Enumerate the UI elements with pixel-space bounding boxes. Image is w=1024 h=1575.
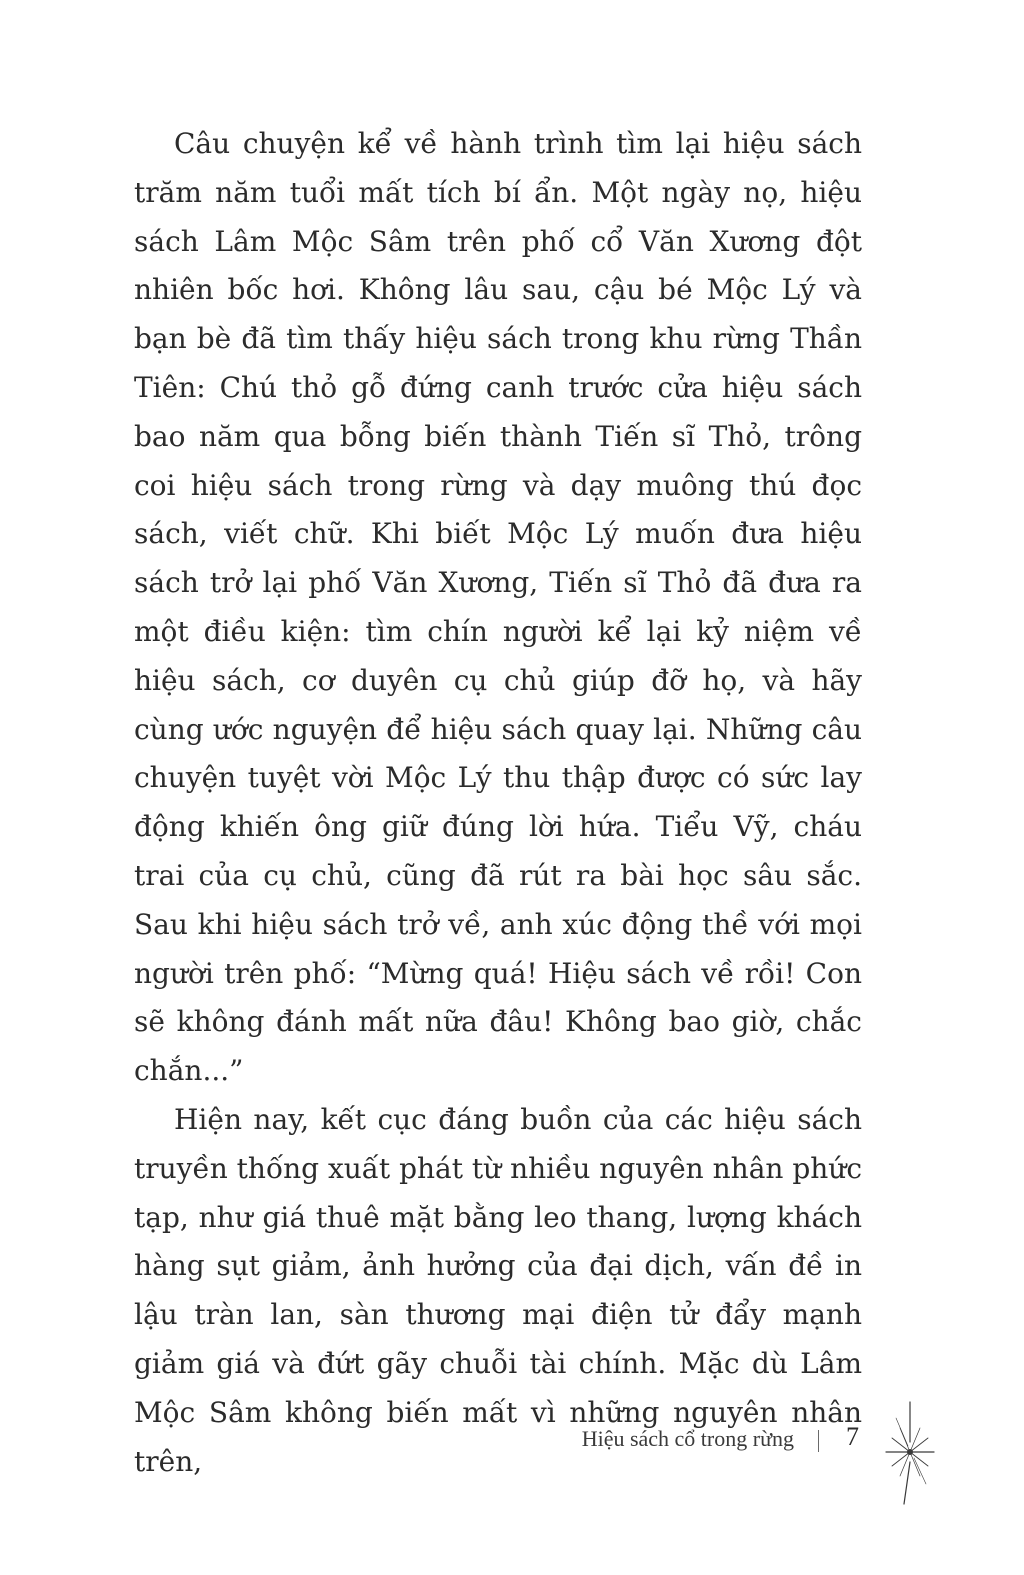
footer-divider xyxy=(818,1430,819,1452)
paragraph-2: Hiện nay, kết cục đáng buồn của các hiệu sách truyền thống xuất phát từ nhiều nguyên nhân phức tạp, như giá thuê mặt bằng leo thang, lượng khách hàng sụt giảm, ảnh hưởng của đại dịch, vấn đề in lậu tràn lan, sàn thương mại điện tử đẩy mạnh giảm giá và đứt gãy chuỗi tài chính. Mặc dù Lâm Mộc Sâm không biến mất vì những nguyên nhân trên, xyxy=(134,1102,862,1478)
page-footer xyxy=(0,1422,1024,1462)
paragraph-1: Câu chuyện kể về hành trình tìm lại hiệu sách trăm năm tuổi mất tích bí ẩn. Một ngày nọ, hiệu sách Lâm Mộc Sâm trên phố cổ Văn Xương đột nhiên bốc hơi. Không lâu sau, cậu bé Mộc Lý và bạn bè đã tìm thấy hiệu sách trong khu rừng Thần Tiên: Chú thỏ gỗ đứng canh trước cửa hiệu sách bao năm qua bỗng biến thành Tiến sĩ Thỏ, trông coi hiệu sách trong rừng và dạy muông thú đọc sách, viết chữ. Khi biết Mộc Lý muốn đưa hiệu sách trở lại phố Văn Xương, Tiến sĩ Thỏ đã đưa ra một điều kiện: tìm chín người kể lại kỷ niệm về hiệu sách, cơ duyên cụ chủ giúp đỡ họ, và hãy cùng ước nguyện để hiệu sách quay lại. Những câu chuyện tuyệt vời Mộc Lý thu thập được có sức lay động khiến ông giữ đúng lời hứa. Tiểu Vỹ, cháu trai của cụ chủ, cũng đã rút ra bài học sâu sắc. Sau khi hiệu sách trở về, anh xúc động thề với mọi người trên phố: “Mừng quá! Hiệu sách về rồi! Con sẽ không đánh mất nữa đâu! Không bao giờ, chắc chắn...” xyxy=(134,127,862,1088)
sparkle-star-icon xyxy=(882,1398,938,1508)
body-text xyxy=(134,120,862,1486)
running-title: Hiệu sách cổ trong rừng xyxy=(581,1426,794,1451)
page-number: 7 xyxy=(846,1422,859,1451)
